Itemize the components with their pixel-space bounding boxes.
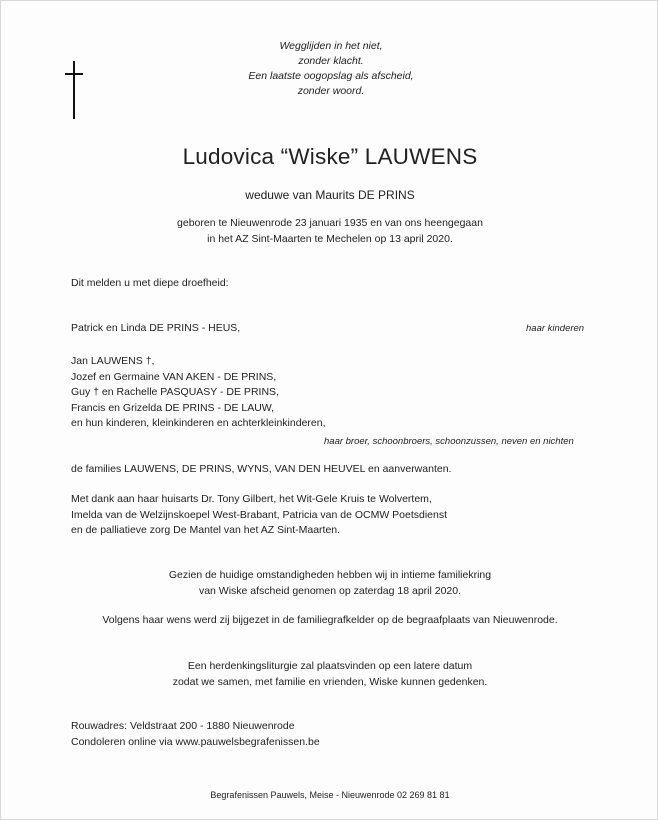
announcement: Dit melden u met diepe droefheid:: [71, 277, 229, 289]
poem-line: zonder woord.: [297, 85, 365, 97]
cross-icon: [65, 61, 83, 119]
siblings-list: [71, 354, 326, 432]
sibling-line: Francis en Grizelda DE PRINS - DE LAUW,: [71, 401, 275, 414]
thanks-block: [71, 492, 447, 539]
funeral-home-footer: Begrafenissen Pauwels, Meise - Nieuwenrode 02 269 81 81: [210, 790, 450, 800]
poem: [201, 39, 461, 99]
widow-of: weduwe van Maurits DE PRINS: [245, 188, 415, 202]
deceased-name: Ludovica “Wiske” LAUWENS: [182, 144, 478, 169]
liturgy-block: [1, 659, 658, 690]
children-line: Patrick en Linda DE PRINS - HEUS,: [71, 322, 241, 334]
farewell-line: van Wiske afscheid genomen op zaterdag 18 april 2020.: [198, 584, 462, 597]
mourning-address: Rouwadres: Veldstraat 200 - 1880 Nieuwenrode: [71, 720, 295, 732]
thanks-line: Met dank aan haar huisarts Dr. Tony Gilbert, het Wit-Gele Kruis te Wolvertem,: [71, 493, 432, 505]
liturgy-line: zodat we samen, met familie en vrienden, Wiske kunnen gedenken.: [172, 675, 488, 688]
birth-line: geboren te Nieuwenrode 23 januari 1935 en van ons heengegaan: [177, 217, 483, 229]
liturgy-line: Een herdenkingsliturgie zal plaatsvinden op een latere datum: [187, 660, 473, 672]
condolence-link[interactable]: Condoleren online via www.pauwelsbegrafenissen.be: [71, 735, 320, 748]
farewell-line: Gezien de huidige omstandigheden hebben wij in intieme familiekring: [168, 569, 492, 581]
families-line: de families LAUWENS, DE PRINS, WYNS, VAN DEN HEUVEL en aanverwanten.: [71, 463, 452, 475]
sibling-line: Jan LAUWENS †,: [71, 355, 155, 367]
poem-line: Wegglijden in het niet,: [279, 40, 383, 52]
children-note: haar kinderen: [526, 323, 585, 334]
birth-death-info: [1, 215, 658, 247]
siblings-note: haar broer, schoonbroers, schoonzussen, neven en nichten: [324, 436, 574, 447]
thanks-line: Imelda van de Welzijnskoepel West-Brabant, Patricia van de OCMW Poetsdienst: [71, 508, 448, 521]
contact-block: [71, 719, 320, 750]
sibling-line: Guy † en Rachelle PASQUASY - DE PRINS,: [71, 386, 279, 398]
farewell-block: [1, 568, 658, 599]
poem-line: Een laatste oogopslag als afscheid,: [248, 70, 414, 82]
death-line: in het AZ Sint-Maarten te Mechelen op 13 april 2020.: [207, 233, 453, 245]
sibling-line: en hun kinderen, kleinkinderen en achterkleinkinderen,: [71, 417, 326, 429]
poem-line: zonder klacht.: [298, 55, 364, 67]
burial-line: [1, 613, 658, 629]
thanks-line: en de palliatieve zorg De Mantel van het AZ Sint-Maarten.: [71, 524, 341, 536]
burial-text: Volgens haar wens werd zij bijgezet in de familiegrafkelder op de begraafplaats van Nieuwenrode.: [102, 614, 558, 626]
sibling-line: Jozef en Germaine VAN AKEN - DE PRINS,: [71, 370, 277, 383]
